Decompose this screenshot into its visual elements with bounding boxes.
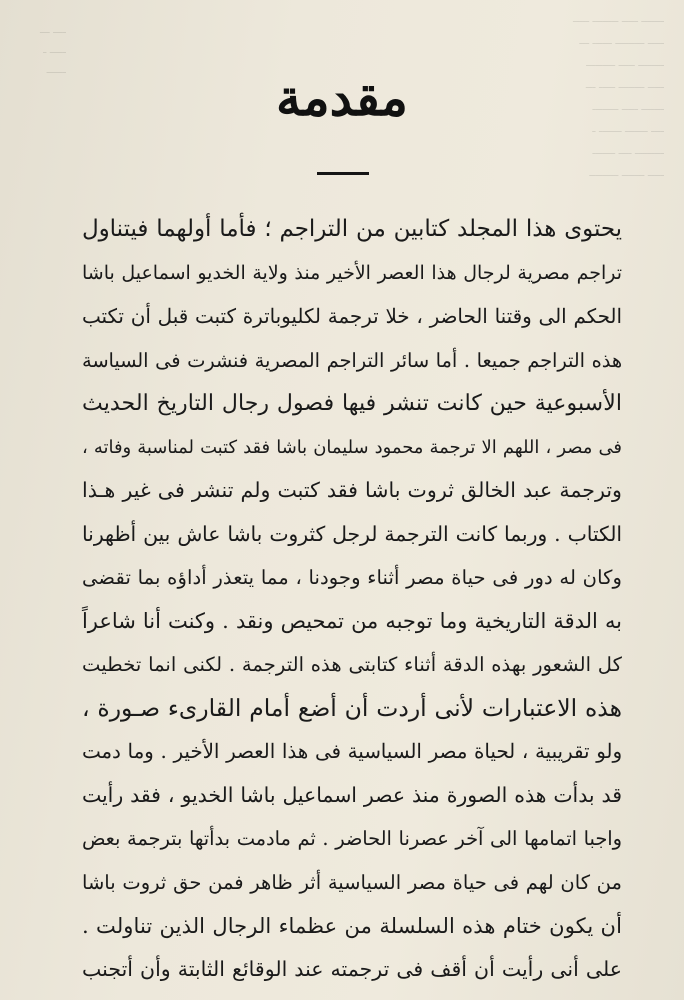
page-title: مقدمة — [276, 68, 408, 127]
show-through-text: ـــــــ ـــــ ــــــــ ـــــ ـــــ ـــــــــ ــــــ ـــ ــــــــ ـــــ ـــــــــ ـــــ ــــــــ ـــــ ـــ ـــــــ ـــــ ــــــــ ــــ ـــــــ ـــــــ ـ ـــــــــ ــــ ـــــــ ـــــ ـــــــ ـــــــــ — [572, 12, 664, 179]
text-line: هذه التراجم جميعا . أما سائر التراجم المصرية فنشرت فى السياسة — [82, 348, 622, 372]
text-line: به الدقة التاريخية وما توجبه من تمحيص ونقد . وكنت أنا شاعراً — [82, 608, 622, 633]
text-line: على أنى رأيت أن أقف فى ترجمته عند الوقائع الثابتة وأن أتجنب — [82, 956, 622, 981]
text-line: وكان له دور فى حياة مصر أثناء وجودنا ، مما يتعذر أداؤه بما تقضى — [82, 566, 622, 589]
text-line: الكتاب . وربما كانت الترجمة لرجل كثروت باشا عاش بين أظهرنا — [82, 521, 622, 546]
title-divider — [317, 172, 369, 175]
text-line: الحكم الى وقتنا الحاضر ، خلا ترجمة لكليوباترة كتبت قبل أن تكتب — [82, 305, 622, 328]
text-line: واجبا اتمامها الى آخر عصرنا الحاضر . ثم مادمت بدأتها بترجمة بعض — [82, 827, 622, 850]
text-line: كل الشعور بهذه الدقة أثناء كتابتى هذه الترجمة . لكنى انما تخطيت — [82, 653, 622, 676]
text-line: تراجم مصرية لرجال هذا العصر الأخير منذ ولاية الخديو اسماعيل باشا — [82, 261, 622, 284]
text-line: فى مصر ، اللهم الا ترجمة محمود سليمان باشا فقد كتبت لمناسبة وفاته ، — [82, 436, 622, 458]
text-line: وترجمة عبد الخالق ثروت باشا فقد كتبت ولم تنشر فى غير هـذا — [82, 478, 622, 502]
show-through-text-left: ــــ ـــ ـــــ ـ ــــــ — [39, 23, 66, 76]
text-line: من كان لهم فى حياة مصر السياسية أثر ظاهر فمن حق ثروت باشا — [82, 870, 622, 894]
text-line: يحتوى هذا المجلد كتابين من التراجم ؛ فأما أولهما فيتناول — [82, 216, 622, 242]
text-line: هذه الاعتبارات لأنى أردت أن أضع أمام القارىء صـورة ، — [82, 693, 622, 722]
text-line: أن يكون ختام هذه السلسلة من عظماء الرجال الذين تناولت . — [82, 913, 622, 938]
text-line: قد بدأت هذه الصورة منذ عصر اسماعيل باشا الخديو ، فقد رأيت — [82, 782, 622, 807]
text-line: الأسبوعية حين كانت تنشر فيها فصول رجال التاريخ الحديث — [82, 390, 622, 416]
text-line: ولو تقريبية ، لحياة مصر السياسية فى هذا العصر الأخير . وما دمت — [82, 740, 622, 763]
introduction-paragraph — [82, 208, 622, 991]
